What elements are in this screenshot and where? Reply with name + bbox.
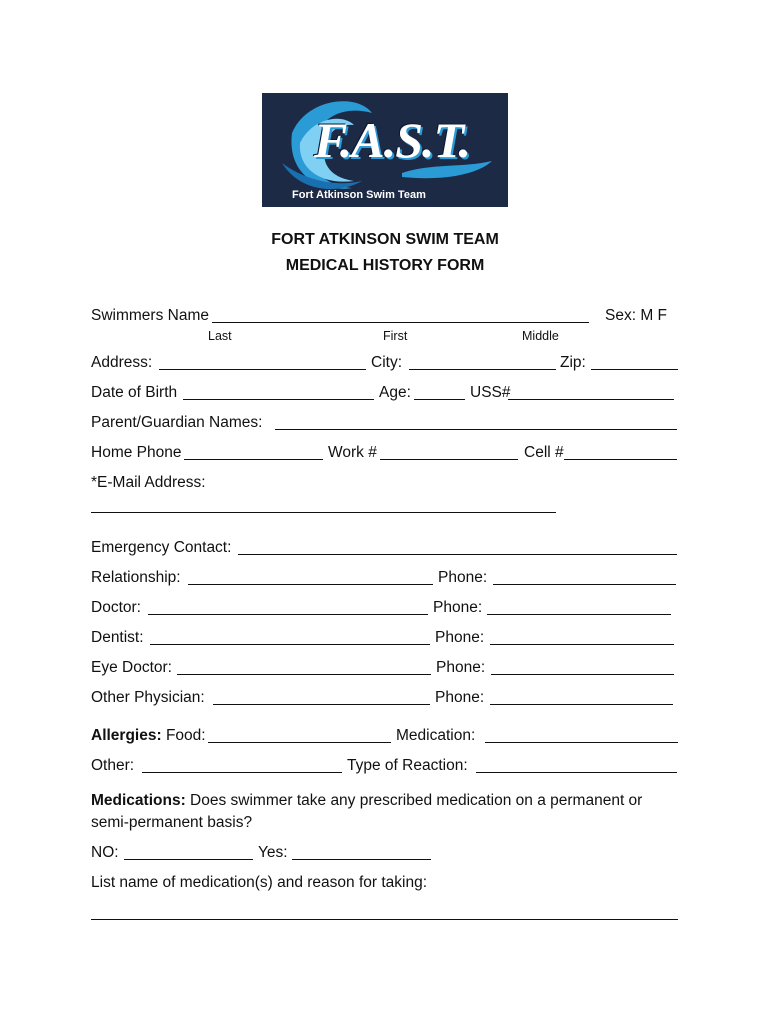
medication-list-label: List name of medication(s) and reason for taking: [91,874,428,891]
relationship-label: Relationship: [91,569,181,586]
allergies-heading: Allergies: [91,727,162,744]
logo-tagline: Fort Atkinson Swim Team [292,189,426,201]
other-physician-label: Other Physician: [91,689,205,706]
eye-doctor-phone-label: Phone: [436,659,486,676]
doctor-field[interactable] [148,614,428,615]
yes-label: Yes: [258,844,288,861]
swimmers-name-label: Swimmers Name [91,307,209,324]
uss-field[interactable] [508,399,674,400]
no-label: NO: [91,844,119,861]
parent-label: Parent/Guardian Names: [91,414,263,431]
home-phone-field[interactable] [184,459,323,460]
medications-question-line1: Does swimmer take any prescribed medication on a permanent or [190,792,643,809]
work-field[interactable] [380,459,518,460]
medication-list-field[interactable] [91,919,678,920]
medications-question [91,792,642,810]
relationship-field[interactable] [188,584,433,585]
eye-doctor-field[interactable] [177,674,431,675]
city-field[interactable] [409,369,556,370]
form-title-line1: FORT ATKINSON SWIM TEAM [271,231,499,248]
email-label: *E-Mail Address: [91,474,206,491]
relationship-phone-field[interactable] [493,584,676,585]
address-label: Address: [91,354,153,371]
swimmers-name-field[interactable] [212,322,589,323]
name-first-hint: First [383,329,408,343]
reaction-label: Type of Reaction: [347,757,468,774]
other-allergy-field[interactable] [142,772,342,773]
eye-doctor-phone-field[interactable] [491,674,674,675]
medication-allergy-label: Medication: [396,727,476,744]
medications-heading: Medications: [91,792,186,809]
other-physician-phone-label: Phone: [435,689,485,706]
cell-field[interactable] [564,459,677,460]
age-field[interactable] [414,399,465,400]
sex-label: Sex: M F [605,307,668,324]
address-field[interactable] [159,369,366,370]
allergies-row [91,727,206,745]
cell-label: Cell # [524,444,564,461]
reaction-field[interactable] [476,772,677,773]
logo-mark: F.A.S.T. [314,112,471,168]
team-logo [262,93,508,207]
dentist-field[interactable] [150,644,430,645]
age-label: Age: [379,384,411,401]
medications-question-line2: semi-permanent basis? [91,814,253,831]
emergency-label: Emergency Contact: [91,539,232,556]
other-physician-phone-field[interactable] [490,704,673,705]
dob-label: Date of Birth [91,384,178,401]
parent-field[interactable] [275,429,677,430]
yes-field[interactable] [292,859,431,860]
food-label: Food: [165,727,206,744]
dentist-phone-field[interactable] [490,644,674,645]
other-physician-field[interactable] [213,704,430,705]
uss-label: USS# [470,384,511,401]
city-label: City: [371,354,402,371]
eye-doctor-label: Eye Doctor: [91,659,172,676]
relationship-phone-label: Phone: [438,569,488,586]
dentist-label: Dentist: [91,629,144,646]
doctor-label: Doctor: [91,599,141,616]
name-middle-hint: Middle [522,329,559,343]
zip-field[interactable] [591,369,678,370]
home-phone-label: Home Phone [91,444,182,461]
other-allergy-label: Other: [91,757,135,774]
email-field[interactable] [91,512,556,513]
work-label: Work # [328,444,377,461]
doctor-phone-field[interactable] [487,614,671,615]
zip-label: Zip: [560,354,586,371]
name-last-hint: Last [208,329,232,343]
medication-allergy-field[interactable] [485,742,678,743]
dentist-phone-label: Phone: [435,629,485,646]
emergency-field[interactable] [238,554,677,555]
dob-field[interactable] [183,399,374,400]
food-allergy-field[interactable] [208,742,391,743]
doctor-phone-label: Phone: [433,599,483,616]
form-title-line2: MEDICAL HISTORY FORM [285,257,485,274]
no-field[interactable] [124,859,253,860]
